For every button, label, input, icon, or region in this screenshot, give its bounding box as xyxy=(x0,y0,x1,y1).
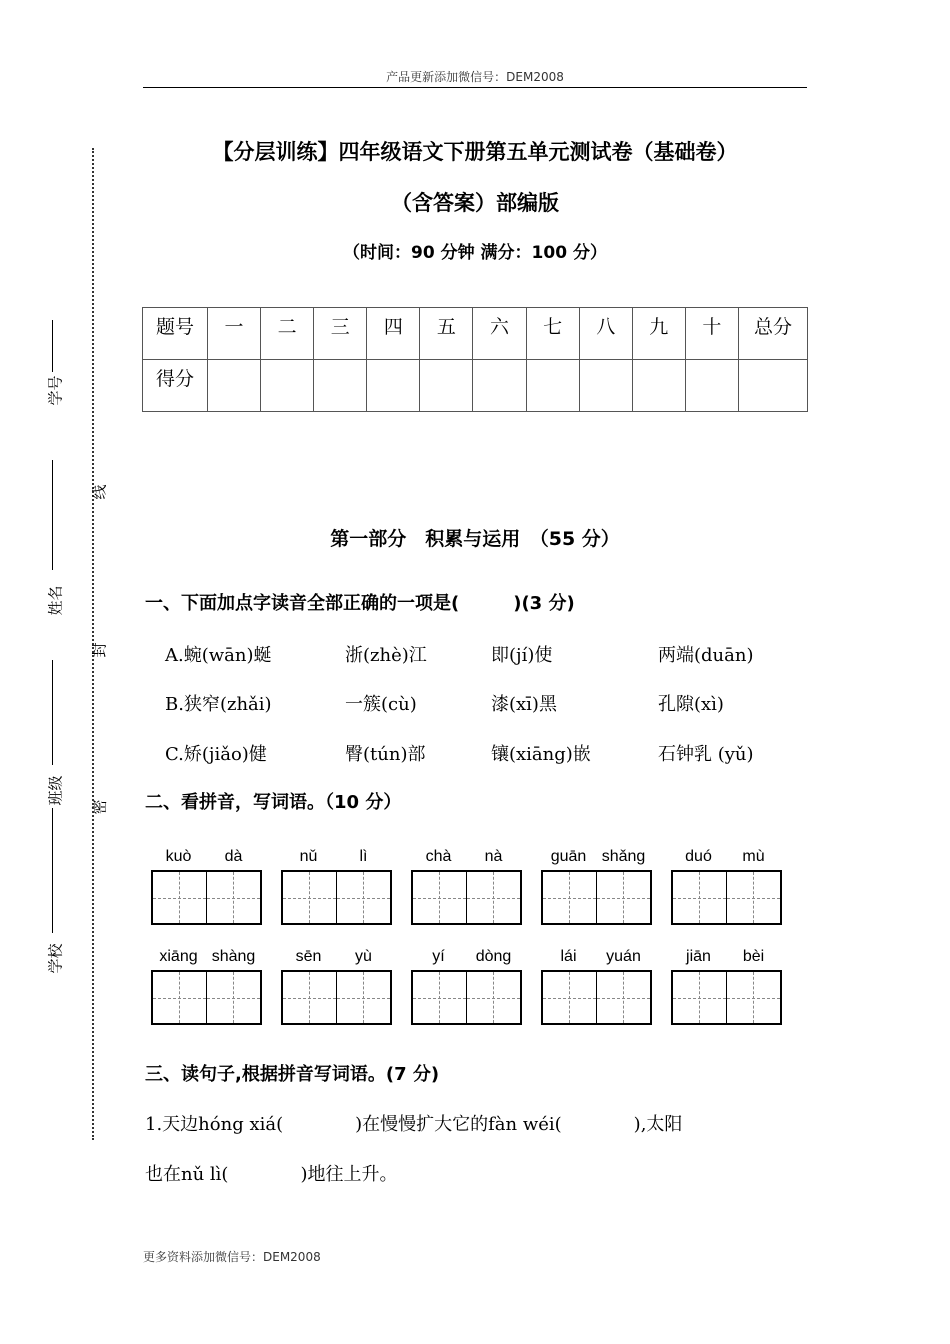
score-cell[interactable] xyxy=(420,360,473,412)
score-header-cell: 题号 xyxy=(143,308,208,360)
q1-option-b-3: 漆(xī)黑 xyxy=(491,694,557,715)
q1-option-c-4: 石钟乳 (yǔ) xyxy=(658,744,754,765)
footer-note: 更多资料添加微信号：DEM2008 xyxy=(143,1250,321,1264)
q1-heading: 一、下面加点字读音全部正确的一项是( )(3 分) xyxy=(145,593,575,614)
side-blank-school xyxy=(52,808,53,933)
score-cell[interactable] xyxy=(473,360,526,412)
q1-option-c-1: C.矫(jiǎo)健 xyxy=(165,744,267,765)
pinyin-label: bèi xyxy=(742,948,765,965)
score-header-cell: 九 xyxy=(632,308,685,360)
q3-heading: 三、读句子,根据拼音写词语。(7 分) xyxy=(145,1064,440,1085)
score-cell[interactable] xyxy=(685,360,738,412)
q3-sentence-line2: 也在nǔ lì( )地往上升。 xyxy=(145,1164,398,1185)
score-header-cell: 二 xyxy=(261,308,314,360)
side-label-student-id: 学号 xyxy=(46,375,65,406)
writing-grid[interactable] xyxy=(281,870,392,925)
score-cell[interactable] xyxy=(208,360,261,412)
score-table-header-row xyxy=(143,308,808,360)
pinyin-label: jiān xyxy=(686,948,711,965)
score-header-cell: 四 xyxy=(367,308,420,360)
exam-meta: （时间：90 分钟 满分：100 分） xyxy=(343,243,607,263)
q1-option-a-2: 浙(zhè)江 xyxy=(345,645,427,666)
writing-grid[interactable] xyxy=(411,970,522,1025)
q3-sentence-line1: 1.天边hóng xiá( )在慢慢扩大它的fàn wéi( ),太阳 xyxy=(145,1114,683,1135)
pinyin-label: yù xyxy=(355,948,372,965)
q2-heading: 二、看拼音，写词语。（10 分） xyxy=(145,792,402,813)
writing-grid[interactable] xyxy=(281,970,392,1025)
writing-grid[interactable] xyxy=(541,970,652,1025)
q1-option-c-2: 臀(tún)部 xyxy=(345,744,426,765)
score-header-cell: 八 xyxy=(579,308,632,360)
page-title-line2: （含答案）部编版 xyxy=(391,191,559,215)
pinyin-label: shàng xyxy=(211,948,256,965)
pinyin-label: kuò xyxy=(165,848,192,865)
q1-option-a-3: 即(jí)使 xyxy=(491,645,553,666)
pinyin-label: nà xyxy=(484,848,503,865)
score-cell[interactable] xyxy=(579,360,632,412)
writing-grid[interactable] xyxy=(151,870,262,925)
pinyin-label: mù xyxy=(742,848,765,865)
score-header-cell: 总分 xyxy=(739,308,808,360)
score-header-cell: 十 xyxy=(685,308,738,360)
pinyin-label: yí xyxy=(432,948,445,965)
q1-option-c-3: 镶(xiāng)嵌 xyxy=(491,744,591,765)
score-cell[interactable] xyxy=(367,360,420,412)
side-label-name: 姓名 xyxy=(46,585,65,616)
score-row-label: 得分 xyxy=(143,360,208,412)
side-label-school: 学校 xyxy=(46,943,65,974)
page-title-line1: 【分层训练】四年级语文下册第五单元测试卷（基础卷） xyxy=(212,140,738,164)
pinyin-label: guān xyxy=(550,848,587,865)
q1-option-a-1: A.蜿(wān)蜒 xyxy=(165,645,272,666)
pinyin-label: lì xyxy=(359,848,368,865)
q1-option-a-4: 两端(duān) xyxy=(658,645,754,666)
writing-grid[interactable] xyxy=(151,970,262,1025)
pinyin-label: yuán xyxy=(606,948,641,965)
score-header-cell: 三 xyxy=(314,308,367,360)
side-blank-student-id xyxy=(52,320,53,372)
score-header-cell: 六 xyxy=(473,308,526,360)
score-table-score-row xyxy=(143,360,808,412)
pinyin-label: nǔ xyxy=(299,848,318,865)
seal-char-seal: 封 xyxy=(90,642,109,658)
writing-grid[interactable] xyxy=(671,970,782,1025)
score-cell[interactable] xyxy=(314,360,367,412)
q1-option-b-4: 孔隙(xì) xyxy=(658,694,724,715)
seal-char-secret: 密 xyxy=(90,799,109,815)
header-note: 产品更新添加微信号：DEM2008 xyxy=(386,70,564,84)
pinyin-label: xiāng xyxy=(159,948,198,965)
side-blank-class xyxy=(52,660,53,765)
score-header-cell: 七 xyxy=(526,308,579,360)
pinyin-label: dà xyxy=(224,848,243,865)
score-cell[interactable] xyxy=(632,360,685,412)
pinyin-label: dòng xyxy=(475,948,512,965)
score-header-cell: 五 xyxy=(420,308,473,360)
q1-option-b-1: B.狭窄(zhǎi) xyxy=(165,694,272,715)
score-cell[interactable] xyxy=(261,360,314,412)
writing-grid[interactable] xyxy=(671,870,782,925)
header-rule xyxy=(143,87,807,88)
score-header-cell: 一 xyxy=(208,308,261,360)
part1-title: 第一部分 积累与运用 （55 分） xyxy=(330,528,620,550)
pinyin-label: chà xyxy=(425,848,452,865)
pinyin-label: duó xyxy=(685,848,712,865)
pinyin-label: shǎng xyxy=(601,848,646,865)
side-blank-name xyxy=(52,460,53,570)
pinyin-label: lái xyxy=(560,948,577,965)
score-cell[interactable] xyxy=(526,360,579,412)
score-table xyxy=(142,307,808,412)
seal-char-line: 线 xyxy=(90,484,109,500)
side-label-class: 班级 xyxy=(46,775,65,806)
q1-option-b-2: 一簇(cù) xyxy=(345,694,417,715)
pinyin-label: sēn xyxy=(295,948,322,965)
writing-grid[interactable] xyxy=(541,870,652,925)
score-cell[interactable] xyxy=(739,360,808,412)
writing-grid[interactable] xyxy=(411,870,522,925)
